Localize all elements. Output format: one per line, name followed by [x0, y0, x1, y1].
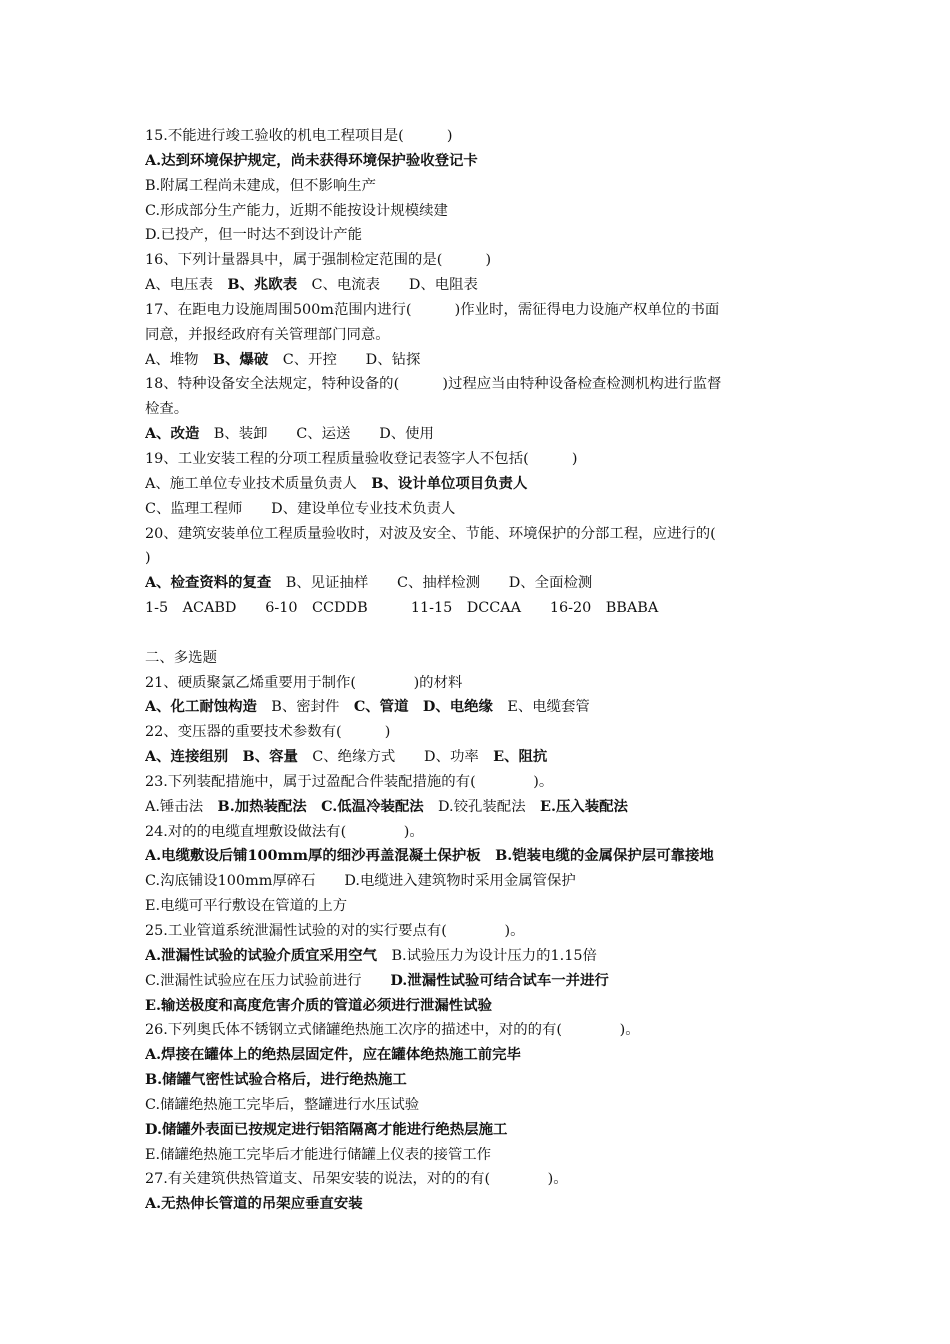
q15-option-a: A.达到环境保护规定，尚未获得环境保护验收登记卡: [145, 151, 478, 169]
q16-option-a: A、电压表: [145, 277, 228, 294]
q24-gap: [481, 848, 495, 864]
q25-option-e: E.输送极度和高度危害介质的管道必须进行泄漏性试验: [145, 996, 492, 1014]
q19-option-a: A、施工单位专业技术质量负责人: [145, 475, 372, 492]
q26-option-e: E.储罐绝热施工完毕后才能进行储罐上仪表的接管工作: [145, 1146, 492, 1163]
q20-stem-line1: 20、建筑安装单位工程质量验收时，对波及安全、节能、环境保护的分部工程，应进行的(: [145, 525, 716, 542]
q19-stem: 19、工业安装工程的分项工程质量验收登记表签字人不包括( ): [145, 450, 578, 467]
q15-stem: 15.不能进行竣工验收的机电工程项目是( ): [145, 128, 453, 144]
q16-option-b: B、兆欧表: [227, 276, 298, 294]
q25-option-c: C.泄漏性试验应在压力试验前进行: [145, 972, 391, 989]
q26-option-a: A.焊接在罐体上的绝热层固定件，应在罐体绝热施工前完毕: [145, 1046, 521, 1064]
q25-stem: 25.工业管道系统泄漏性试验的对的实行要点有( )。: [145, 923, 525, 939]
q22-option-a: A、连接组别: [145, 748, 229, 766]
q23-gap: [307, 799, 321, 815]
q23-option-d: D.铰孔装配法: [423, 798, 540, 815]
q24-stem: 24.对的的电缆直埋敷设做法有( )。: [145, 823, 424, 840]
q21-option-c: C、管道: [353, 698, 409, 716]
q24-options-cd: C.沟底铺设100mm厚碎石 D.电缆进入建筑物时采用金属管保护: [145, 873, 576, 890]
q22-option-e: E、阻抗: [493, 748, 548, 766]
q20-option-bcd: B、见证抽样 C、抽样检测 D、全面检测: [271, 575, 593, 592]
q19-option-b: B、设计单位项目负责人: [371, 474, 528, 492]
q16-stem: 16、下列计量器具中，属于强制检定范围的是( ): [145, 252, 492, 269]
q23-option-b: B.加热装配法: [217, 797, 307, 815]
q21-options: [145, 695, 815, 720]
q27-stem: 27.有关建筑供热管道支、吊架安装的说法，对的的有( )。: [145, 1171, 568, 1188]
q26-option-b: B.储罐气密性试验合格后，进行绝热施工: [145, 1071, 407, 1089]
q21-option-d: D、电绝缘: [422, 698, 493, 716]
q20-stem-line2: ): [145, 550, 151, 567]
q21-option-a: A、化工耐蚀构造: [145, 698, 257, 716]
q22-options: [145, 745, 815, 770]
q16-options: [145, 273, 815, 298]
q21-gap: [408, 699, 422, 715]
q17-options: [145, 348, 815, 373]
q15-option-c: C.形成部分生产能力，近期不能按设计规模续建: [145, 202, 448, 219]
q18-option-bcd: B、装卸 C、运送 D、使用: [199, 426, 434, 443]
blank-line: [145, 621, 815, 646]
q21-option-e: E、电缆套管: [492, 699, 590, 716]
q25-options-cd: [145, 969, 815, 994]
q24-option-b: B.铠装电缆的金属保护层可靠接地: [495, 847, 714, 865]
q25-option-d: D.泄漏性试验可结合试车一并进行: [390, 971, 609, 989]
document-page: [145, 124, 815, 1217]
q20-option-a: A、检查资料的复查: [145, 574, 272, 592]
q17-option-b: B、爆破: [212, 350, 269, 368]
q21-option-b: B、密封件: [256, 699, 354, 716]
q18-stem-line2: 检查。: [145, 401, 189, 418]
q15-option-d: D.已投产，但一时达不到设计产能: [145, 227, 363, 244]
q23-option-c: C.低温冷装配法: [321, 797, 424, 815]
q15-option-b: B.附属工程尚未建成，但不影响生产: [145, 177, 377, 194]
q16-option-cd: C、电流表 D、电阻表: [297, 277, 478, 294]
q17-stem-line1: 17、在距电力设施周围500m范围内进行( )作业时，需征得电力设施产权单位的书面: [145, 301, 720, 318]
section-heading-multiple-choice: 二、多选题: [145, 649, 217, 666]
q24-options-ab: [145, 844, 815, 869]
q26-stem: 26.下列奥氏体不锈钢立式储罐绝热施工次序的描述中，对的的有( )。: [145, 1022, 640, 1039]
q25-option-a: A.泄漏性试验的试验介质宜采用空气: [145, 946, 378, 964]
q26-option-d: D.储罐外表面已按规定进行铝箔隔离才能进行绝热层施工: [145, 1120, 508, 1138]
q25-options-ab: [145, 944, 815, 969]
q22-option-cd: C、绝缘方式 D、功率: [297, 749, 494, 766]
q24-option-a: A.电缆敷设后铺100mm厚的细沙再盖混凝土保护板: [145, 847, 481, 865]
q27-option-a: A.无热伸长管道的吊架应垂直安装: [145, 1195, 363, 1213]
q25-option-b: B.试验压力为设计压力的1.15倍: [377, 947, 597, 964]
q23-option-e: E.压入装配法: [539, 797, 628, 815]
q17-stem-line2: 同意，并报经政府有关管理部门同意。: [145, 326, 390, 343]
q19-options-ab: [145, 472, 815, 497]
q22-gap: [228, 749, 242, 765]
q24-option-e: E.电缆可平行敷设在管道的上方: [145, 898, 348, 915]
q23-option-a: A.锤击法: [145, 798, 218, 815]
q17-option-cd: C、开控 D、钻探: [268, 351, 421, 368]
q22-stem: 22、变压器的重要技术参数有( ): [145, 724, 391, 741]
q21-stem: 21、硬质聚氯乙烯重要用于制作( )的材料: [145, 674, 463, 691]
q23-stem: 23.下列装配措施中，属于过盈配合件装配措施的有( )。: [145, 773, 554, 790]
q18-option-a: A、改造: [145, 425, 200, 443]
q22-option-b: B、容量: [242, 748, 298, 766]
q23-options: [145, 795, 815, 820]
q17-option-a: A、堆物: [145, 351, 213, 368]
q20-options: [145, 571, 815, 596]
answer-key: 1-5 ACABD 6-10 CCDDB 11-15 DCCAA 16-20 BBABA: [145, 600, 659, 617]
q26-option-c: C.储罐绝热施工完毕后，整罐进行水压试验: [145, 1096, 420, 1113]
q18-options: [145, 422, 815, 447]
q19-options-cd: C、监理工程师 D、建设单位专业技术负责人: [145, 500, 456, 517]
q18-stem-line1: 18、特种设备安全法规定，特种设备的( )过程应当由特种设备检查检测机构进行监督: [145, 376, 722, 393]
